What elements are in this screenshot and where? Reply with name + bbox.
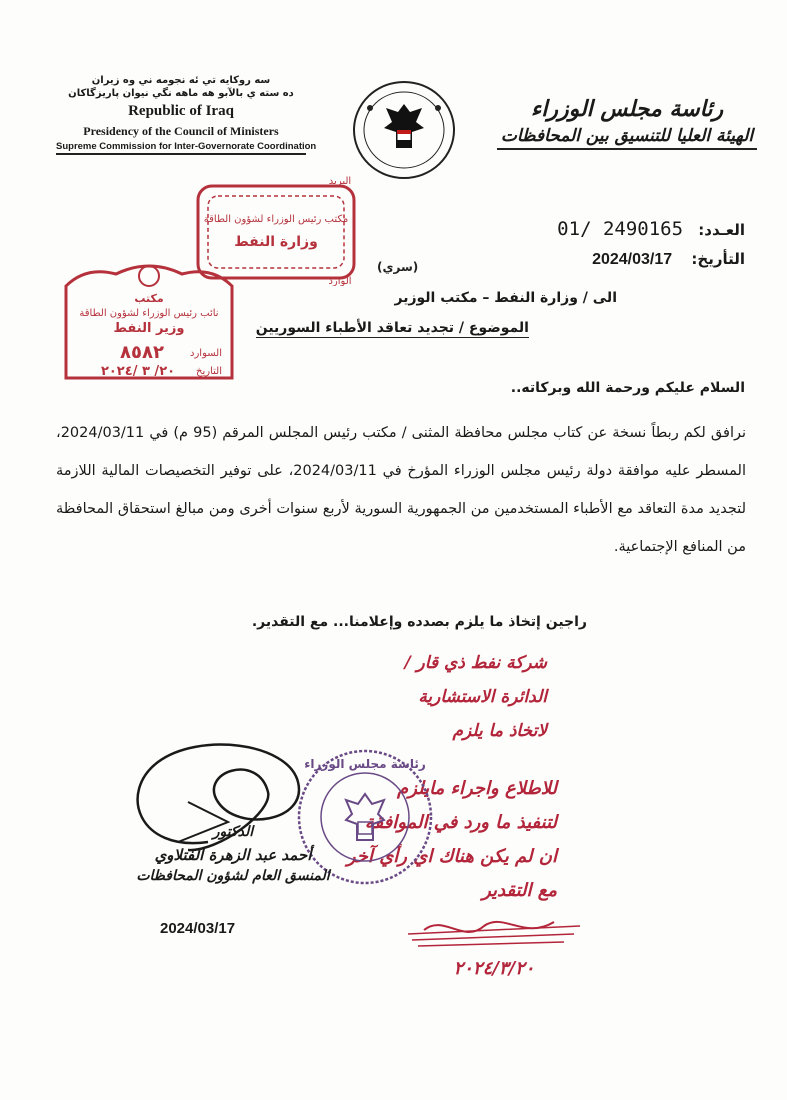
header-left <box>56 74 317 155</box>
handwritten-note-1-line: شركة نفط ذي قار / <box>404 653 547 673</box>
stamp-left-num-label: السوارد <box>190 348 222 359</box>
reference-number-label: العـدد: <box>698 221 745 239</box>
stamp-top-line2: وزارة النفط <box>234 234 318 250</box>
handwritten-note-2-line: مع التقدير <box>482 880 557 901</box>
received-stamp-left <box>56 256 242 386</box>
signature-date: 2024/03/17 <box>160 920 236 937</box>
handwritten-note-1-line: لاتخاذ ما يلزم <box>452 721 547 741</box>
reference-number <box>557 218 745 240</box>
reference-number-value: 2490165 /01 <box>557 218 684 240</box>
stamp-top-label-reg: البريد <box>328 176 352 187</box>
subject-line: الموضوع / تجديد تعاقد الأطباء السوريين <box>255 320 529 336</box>
secret-label: (سري) <box>377 260 419 274</box>
reference-date-value: 2024/03/17 <box>592 251 673 268</box>
red-signature-icon <box>404 904 584 984</box>
signature-title-dr: الدكتور <box>212 824 254 840</box>
supreme-commission-title: Supreme Commission for Inter-Governorate Coordination <box>56 141 306 155</box>
handwritten-note-1 <box>404 646 547 748</box>
presidency-title: Presidency of the Council of Ministers <box>83 124 279 138</box>
closing-line: راجين إتخاذ ما يلزم بصدده وإعلامنا... مع التقدير. <box>251 614 587 630</box>
signature-position: المنسق العام لشؤون المحافظات <box>136 868 330 884</box>
kurdish-line-2: ده سته ي بالآبو هه ماهه نگي نيوان پاريزگاكان <box>68 88 294 99</box>
stamp-left-num-value: ٨٥٨٢ <box>120 342 164 363</box>
header-right <box>497 96 757 150</box>
seal-ring-text: رئاسة مجلس الوزراء <box>304 757 426 771</box>
handwritten-note-1-line: الدائرة الاستشارية <box>418 687 547 707</box>
stamp-top-line1: مكتب رئيس الوزراء لشؤون الطاقة <box>203 214 349 225</box>
recipient-line: الى / وزارة النفط – مكتب الوزير <box>394 290 617 306</box>
signature-name: أحمد عبد الزهرة الفتلاوي <box>154 846 312 864</box>
republic-title: Republic of Iraq <box>128 103 234 119</box>
reference-date-label: التأريخ: <box>691 250 745 268</box>
stamp-top-label-date: الوارد <box>328 276 352 286</box>
handwritten-note-2-line: للاطلاع واجراء مايلزم <box>397 778 557 799</box>
handwritten-note-2-line: ان لم يكن هناك اي رأي آخر <box>346 846 557 867</box>
greeting: السلام عليكم ورحمة الله وبركاته.. <box>510 380 745 396</box>
reference-date <box>592 250 745 269</box>
stamp-left-line3: وزير النفط <box>113 321 185 336</box>
kurdish-line-1: سه روكايه تي ئه نجومه ني وه زيران <box>91 75 271 86</box>
presidency-title-ar: رئاسة مجلس الوزراء <box>530 96 724 122</box>
commission-title-ar: الهيئة العليا للتنسيق بين المحافظات <box>497 126 757 150</box>
stamp-left-line2: نائب رئيس الوزراء لشؤون الطاقة <box>79 308 219 319</box>
stamp-left-line1: مكتب <box>134 292 164 305</box>
handwritten-note-2-line: لتنفيذ ما ورد في الموافقة <box>364 812 557 833</box>
stamp-left-date-label: التاريخ <box>196 366 222 377</box>
handwritten-date: ٢٠٢٤/٣/٢٠ <box>453 958 535 979</box>
signature-block <box>128 824 338 884</box>
stamp-left-date-value: ٢٠/ ٣ /٢٠٢٤ <box>100 364 176 379</box>
body-paragraph: نرافق لكم ربطاً نسخة عن كتاب مجلس محافظة المثنى / مكتب رئيس المجلس المرقم (95 م) في 2024/03/11، المسطر عليه موافقة دولة رئيس مجلس الوزراء المؤرخ في 2024/03/11، على توفير التخصيصات المالية اللازمة لتجديد مدة التعاقد مع الأطباء المستخدمين من الجمهورية السورية لأربع سنوات أخرى ومن مبالغ استحقاق المحافظة من المنافع الإجتماعية. <box>56 425 747 555</box>
eagle-emblem-icon <box>350 78 458 182</box>
